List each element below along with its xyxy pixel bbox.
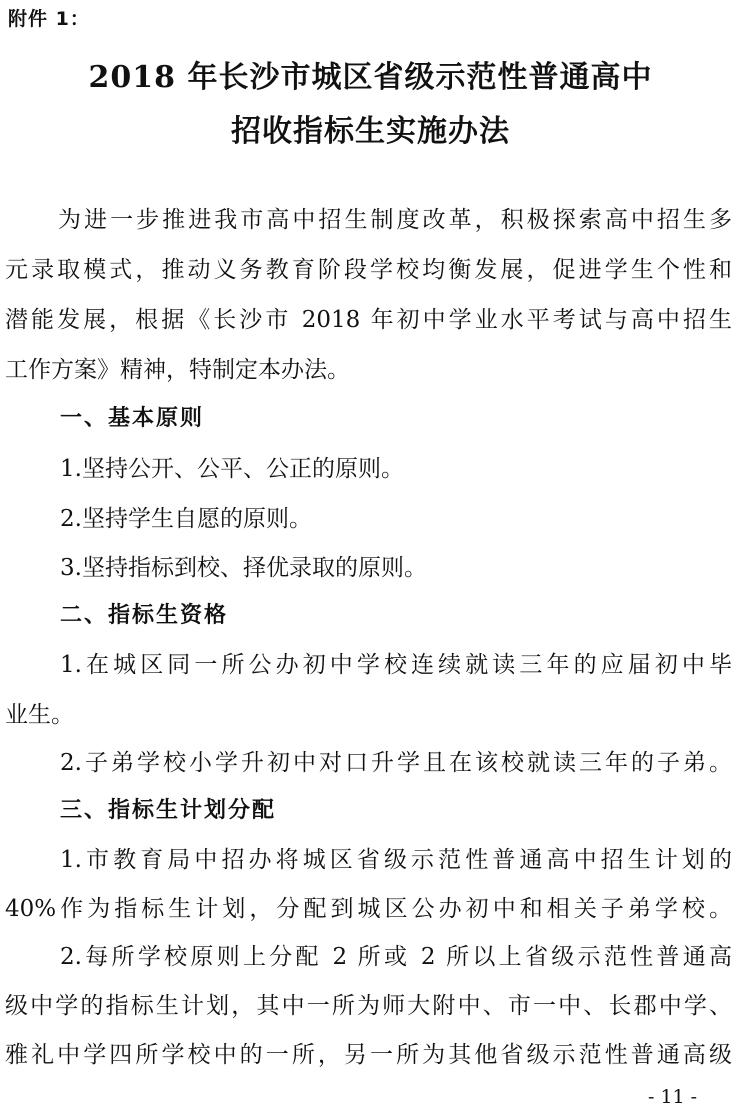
attachment-label: 附件 1： xyxy=(8,8,90,30)
paragraph-line: 为进一步推进我市高中招生制度改革，积极探索高中招生多 xyxy=(58,207,732,233)
list-item-continuation: 级中学的指标生计划，其中一所为师大附中、市一中、长郡中学、 xyxy=(5,993,732,1019)
paragraph-line: 工作方案》精神，特制定本办法。 xyxy=(5,357,350,383)
section-heading: 二、指标生资格 xyxy=(60,603,229,628)
list-item: 3.坚持指标到校、择优录取的原则。 xyxy=(60,555,427,581)
section-heading: 三、指标生计划分配 xyxy=(60,798,277,823)
page-number: - 11 - xyxy=(648,1086,698,1108)
list-item: 2.子弟学校小学升初中对口升学且在该校就读三年的子弟。 xyxy=(60,750,732,776)
list-item-continuation: 雅礼中学四所学校中的一所，另一所为其他省级示范性普通高级 xyxy=(5,1042,732,1068)
list-item: 1.市教育局中招办将城区省级示范性普通高中招生计划的 xyxy=(60,847,732,873)
paragraph-line: 潜能发展，根据《长沙市 2018 年初中学业水平考试与高中招生 xyxy=(5,307,732,333)
list-item-continuation: 业生。 xyxy=(5,702,74,728)
list-item: 1.在城区同一所公办初中学校连续就读三年的应届初中毕 xyxy=(60,652,732,678)
document-title-line-1: 2018 年长沙市城区省级示范性普通高中 xyxy=(88,60,653,95)
list-item: 2.坚持学生自愿的原则。 xyxy=(60,506,312,532)
list-item: 2.每所学校原则上分配 2 所或 2 所以上省级示范性普通高 xyxy=(60,944,732,970)
paragraph-line: 元录取模式，推动义务教育阶段学校均衡发展，促进学生个性和 xyxy=(5,257,732,283)
document-title-line-2: 招收指标生实施办法 xyxy=(231,114,510,149)
list-item-continuation: 40%作为指标生计划，分配到城区公办初中和相关子弟学校。 xyxy=(5,896,732,922)
list-item: 1.坚持公开、公平、公正的原则。 xyxy=(60,456,404,482)
section-heading: 一、基本原则 xyxy=(60,406,205,431)
